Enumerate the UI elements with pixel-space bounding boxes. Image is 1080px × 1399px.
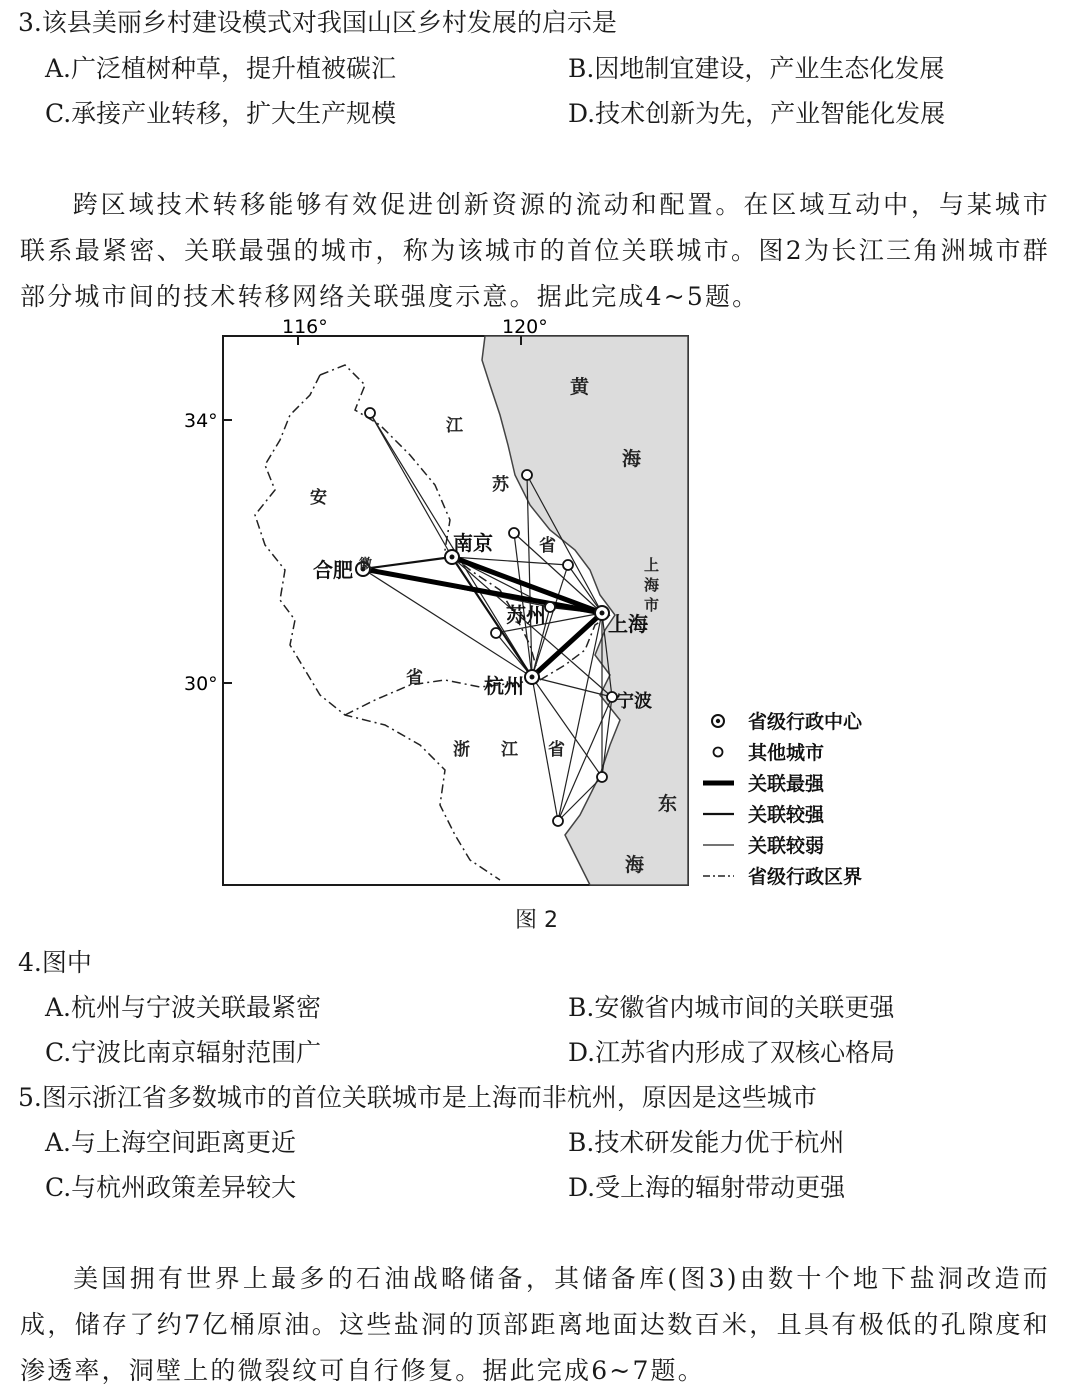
city-marker [509, 528, 519, 538]
q5-option-a: A.与上海空间距离更近 [45, 1128, 297, 1157]
label-shanghai-region-2: 海 [644, 576, 660, 594]
label-jiangsu-3: 省 [539, 536, 556, 556]
label-jiangsu-1: 江 [446, 416, 463, 436]
q3-stem: 3.该县美丽乡村建设模式对我国山区乡村发展的启示是 [18, 8, 617, 37]
city-marker [553, 816, 563, 826]
center-dot-nanjing [450, 555, 455, 560]
map-legend [703, 710, 863, 888]
label-anhui-1: 安 [310, 488, 327, 508]
q3-option-c: C.承接产业转移，扩大生产规模 [45, 99, 397, 128]
city-marker [491, 628, 501, 638]
passage-tech-transfer-text: 跨区域技术转移能够有效促进创新资源的流动和配置。在区域互动中，与某城市联系最紧密、关联最强的城市，称为该城市的首位关联城市。图2为长江三角洲城市群部分城市间的技术转移网络关联强度示意。据此完成4~5题。 [20, 190, 1050, 311]
label-shanghai-region-1: 上 [644, 556, 660, 574]
figure-2-map [170, 315, 890, 945]
legend-other-city-label: 其他城市 [748, 742, 825, 764]
figure-2-caption: 图 2 [515, 908, 558, 933]
label-zhejiang-3: 省 [548, 740, 565, 760]
q5-option-c: C.与杭州政策差异较大 [45, 1173, 297, 1202]
q5-stem: 5.图示浙江省多数城市的首位关联城市是上海而非杭州，原因是这些城市 [18, 1083, 817, 1112]
lon-label-120: 120° [502, 316, 548, 338]
q4-option-d: D.江苏省内形成了双核心格局 [568, 1038, 896, 1067]
label-nanjing: 南京 [453, 531, 493, 555]
legend-provincial-center-label: 省级行政中心 [748, 711, 863, 733]
passage-oil-reserve [20, 1256, 1050, 1394]
label-jiangsu-2: 苏 [492, 475, 509, 495]
label-anhui-3: 省 [406, 668, 423, 688]
label-east-sea-2: 海 [625, 854, 645, 876]
q4-option-a: A.杭州与宁波关联最紧密 [45, 993, 322, 1022]
label-hangzhou: 杭州 [484, 674, 524, 698]
q3-option-d: D.技术创新为先，产业智能化发展 [568, 99, 946, 128]
label-east-sea-1: 东 [658, 793, 678, 815]
legend-provincial-center-dot [716, 719, 720, 723]
map-svg [170, 315, 890, 945]
legend-other-city-symbol [714, 748, 723, 757]
city-marker [365, 408, 375, 418]
legend-strongest-label: 关联最强 [748, 773, 825, 795]
center-dot-shanghai [600, 611, 605, 616]
legend-weaker-label: 关联较弱 [748, 835, 825, 857]
city-marker [522, 470, 532, 480]
legend-stronger-label: 关联较强 [748, 804, 825, 826]
legend-boundary-label: 省级行政区界 [748, 866, 863, 888]
q4-option-b: B.安徽省内城市间的关联更强 [568, 993, 895, 1022]
label-yellow-sea-2: 海 [622, 448, 642, 470]
label-shanghai-city: 上海 [608, 612, 648, 636]
q3-option-a: A.广泛植树种草，提升植被碳汇 [45, 54, 397, 83]
label-suzhou: 苏州 [506, 603, 546, 627]
label-zhejiang-1: 浙 [453, 740, 470, 760]
label-shanghai-region-3: 市 [644, 596, 660, 614]
label-anhui-2: 徽 [359, 557, 373, 572]
passage-oil-reserve-text: 美国拥有世界上最多的石油战略储备，其储备库(图3)由数十个地下盐洞改造而成，储存了约7亿桶原油。这些盐洞的顶部距离地面达数百米，且具有极低的孔隙度和渗透率，洞壁上的微裂纹可自行修复。据此完成6~7题。 [20, 1264, 1050, 1385]
city-marker [563, 560, 573, 570]
q4-option-c: C.宁波比南京辐射范围广 [45, 1038, 322, 1067]
lon-label-116: 116° [282, 316, 328, 338]
q3-option-b: B.因地制宜建设，产业生态化发展 [568, 54, 945, 83]
q5-option-b: B.技术研发能力优于杭州 [568, 1128, 845, 1157]
label-yellow-sea-1: 黄 [570, 376, 590, 398]
label-hefei: 合肥 [313, 558, 353, 582]
q4-stem: 4.图中 [18, 948, 92, 977]
passage-tech-transfer [20, 182, 1050, 320]
label-zhejiang-2: 江 [501, 740, 518, 760]
label-ningbo: 宁波 [616, 691, 652, 712]
q5-option-d: D.受上海的辐射带动更强 [568, 1173, 846, 1202]
city-marker [597, 772, 607, 782]
lat-label-34: 34° [184, 410, 218, 432]
lat-label-30: 30° [184, 673, 218, 695]
city-marker-suzhou [545, 602, 555, 612]
center-dot-hangzhou [530, 675, 535, 680]
